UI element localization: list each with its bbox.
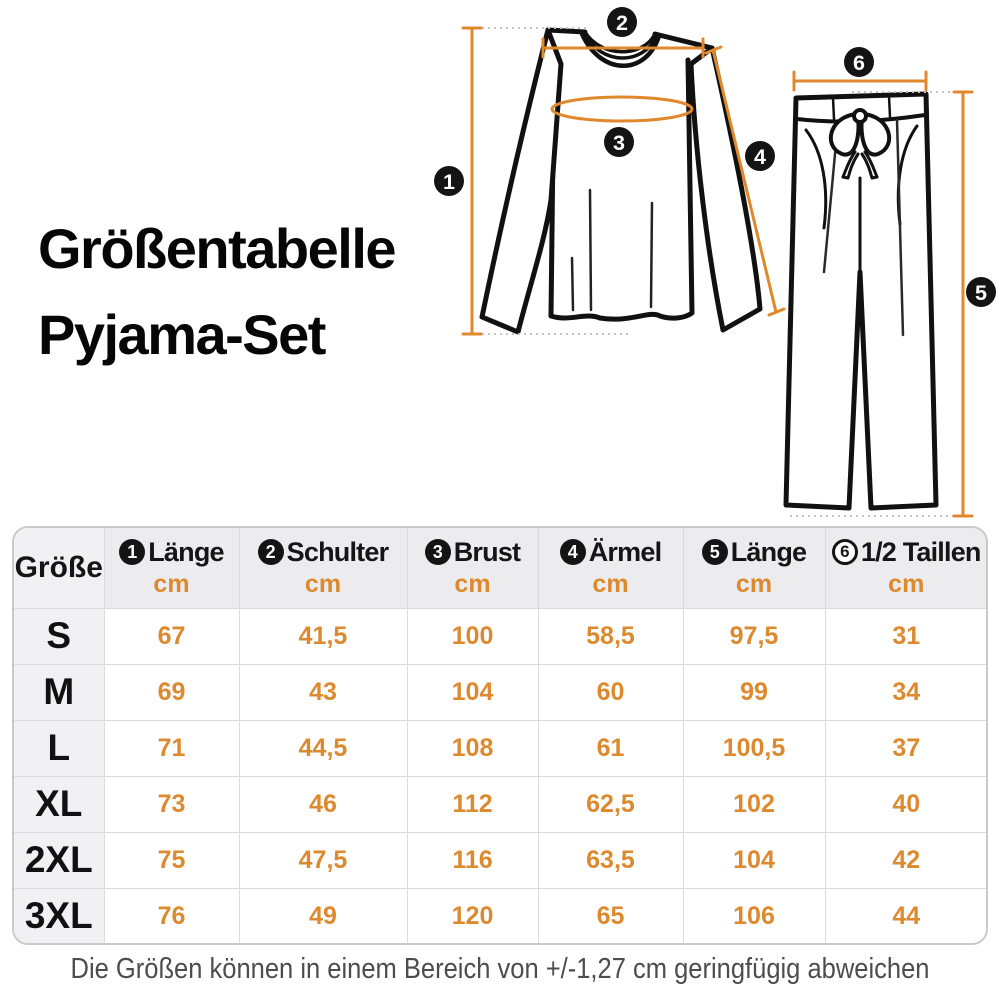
page-title-line2: Pyjama-Set <box>38 303 325 366</box>
value-cell: 65 <box>538 888 683 944</box>
size-table <box>12 526 988 945</box>
circled-5-icon: 5 <box>702 539 728 565</box>
pants-length-measure-line <box>954 92 972 516</box>
value-cell: 49 <box>239 888 407 944</box>
value-cell: 44,5 <box>239 720 407 776</box>
value-cell: 61 <box>538 720 683 776</box>
size-label: 3XL <box>14 888 104 944</box>
value-cell: 112 <box>407 776 538 832</box>
value-cell: 60 <box>538 664 683 720</box>
value-cell: 62,5 <box>538 776 683 832</box>
column-header-brust: 3 Brust cm <box>407 528 538 608</box>
value-cell: 69 <box>104 664 239 720</box>
value-cell: 104 <box>407 664 538 720</box>
value-cell: 108 <box>407 720 538 776</box>
value-cell: 73 <box>104 776 239 832</box>
value-cell: 40 <box>825 776 987 832</box>
value-cell: 47,5 <box>239 832 407 888</box>
value-cell: 97,5 <box>683 608 825 664</box>
marker-2-icon <box>607 7 637 37</box>
value-cell: 106 <box>683 888 825 944</box>
pyjama-pants-illustration <box>786 94 936 508</box>
size-table-grid <box>14 528 987 944</box>
value-cell: 120 <box>407 888 538 944</box>
header-row <box>14 528 987 608</box>
tolerance-note: Die Größen können in einem Bereich von +/-1,27 cm geringfügig abweichen <box>70 953 930 985</box>
circled-3-icon: 3 <box>425 539 451 565</box>
column-header-schulter: 2 Schulter cm <box>239 528 407 608</box>
circled-6-icon: 6 <box>832 539 858 565</box>
size-label: S <box>14 608 104 664</box>
value-cell: 43 <box>239 664 407 720</box>
size-row-m <box>14 664 987 720</box>
column-header-aermel: 4 Ärmel cm <box>538 528 683 608</box>
size-row-s <box>14 608 987 664</box>
value-cell: 102 <box>683 776 825 832</box>
column-header-taillen: 6 1/2 Taillen cm <box>825 528 987 608</box>
value-cell: 104 <box>683 832 825 888</box>
size-row-l <box>14 720 987 776</box>
value-cell: 42 <box>825 832 987 888</box>
svg-text:3: 3 <box>613 131 625 155</box>
value-cell: 44 <box>825 888 987 944</box>
value-cell: 99 <box>683 664 825 720</box>
size-row-2xl <box>14 832 987 888</box>
value-cell: 100,5 <box>683 720 825 776</box>
circled-4-icon: 4 <box>560 539 586 565</box>
marker-6-icon <box>844 47 874 77</box>
value-cell: 37 <box>825 720 987 776</box>
svg-text:6: 6 <box>853 51 865 75</box>
value-cell: 63,5 <box>538 832 683 888</box>
size-row-xl <box>14 776 987 832</box>
value-cell: 31 <box>825 608 987 664</box>
svg-text:5: 5 <box>975 281 987 305</box>
size-label: 2XL <box>14 832 104 888</box>
value-cell: 46 <box>239 776 407 832</box>
size-row-3xl <box>14 888 987 944</box>
size-label: L <box>14 720 104 776</box>
svg-text:1: 1 <box>443 170 455 194</box>
value-cell: 116 <box>407 832 538 888</box>
value-cell: 34 <box>825 664 987 720</box>
marker-1-icon <box>434 166 464 196</box>
value-cell: 76 <box>104 888 239 944</box>
column-header-laenge-hose: 5 Länge cm <box>683 528 825 608</box>
value-cell: 71 <box>104 720 239 776</box>
size-label: XL <box>14 776 104 832</box>
marker-4-icon <box>745 141 775 171</box>
marker-3-icon <box>604 127 634 157</box>
size-label: M <box>14 664 104 720</box>
value-cell: 100 <box>407 608 538 664</box>
column-header-groesse: Größe <box>14 528 104 608</box>
top-length-measure-line <box>463 28 481 334</box>
value-cell: 75 <box>104 832 239 888</box>
value-cell: 67 <box>104 608 239 664</box>
svg-text:2: 2 <box>616 11 628 35</box>
column-header-laenge-top: 1 Länge cm <box>104 528 239 608</box>
circled-1-icon: 1 <box>119 539 145 565</box>
page-title-line1: Größentabelle <box>38 217 396 280</box>
value-cell: 58,5 <box>538 608 683 664</box>
svg-text:4: 4 <box>754 145 766 169</box>
circled-2-icon: 2 <box>258 539 284 565</box>
marker-5-icon <box>966 277 996 307</box>
value-cell: 41,5 <box>239 608 407 664</box>
